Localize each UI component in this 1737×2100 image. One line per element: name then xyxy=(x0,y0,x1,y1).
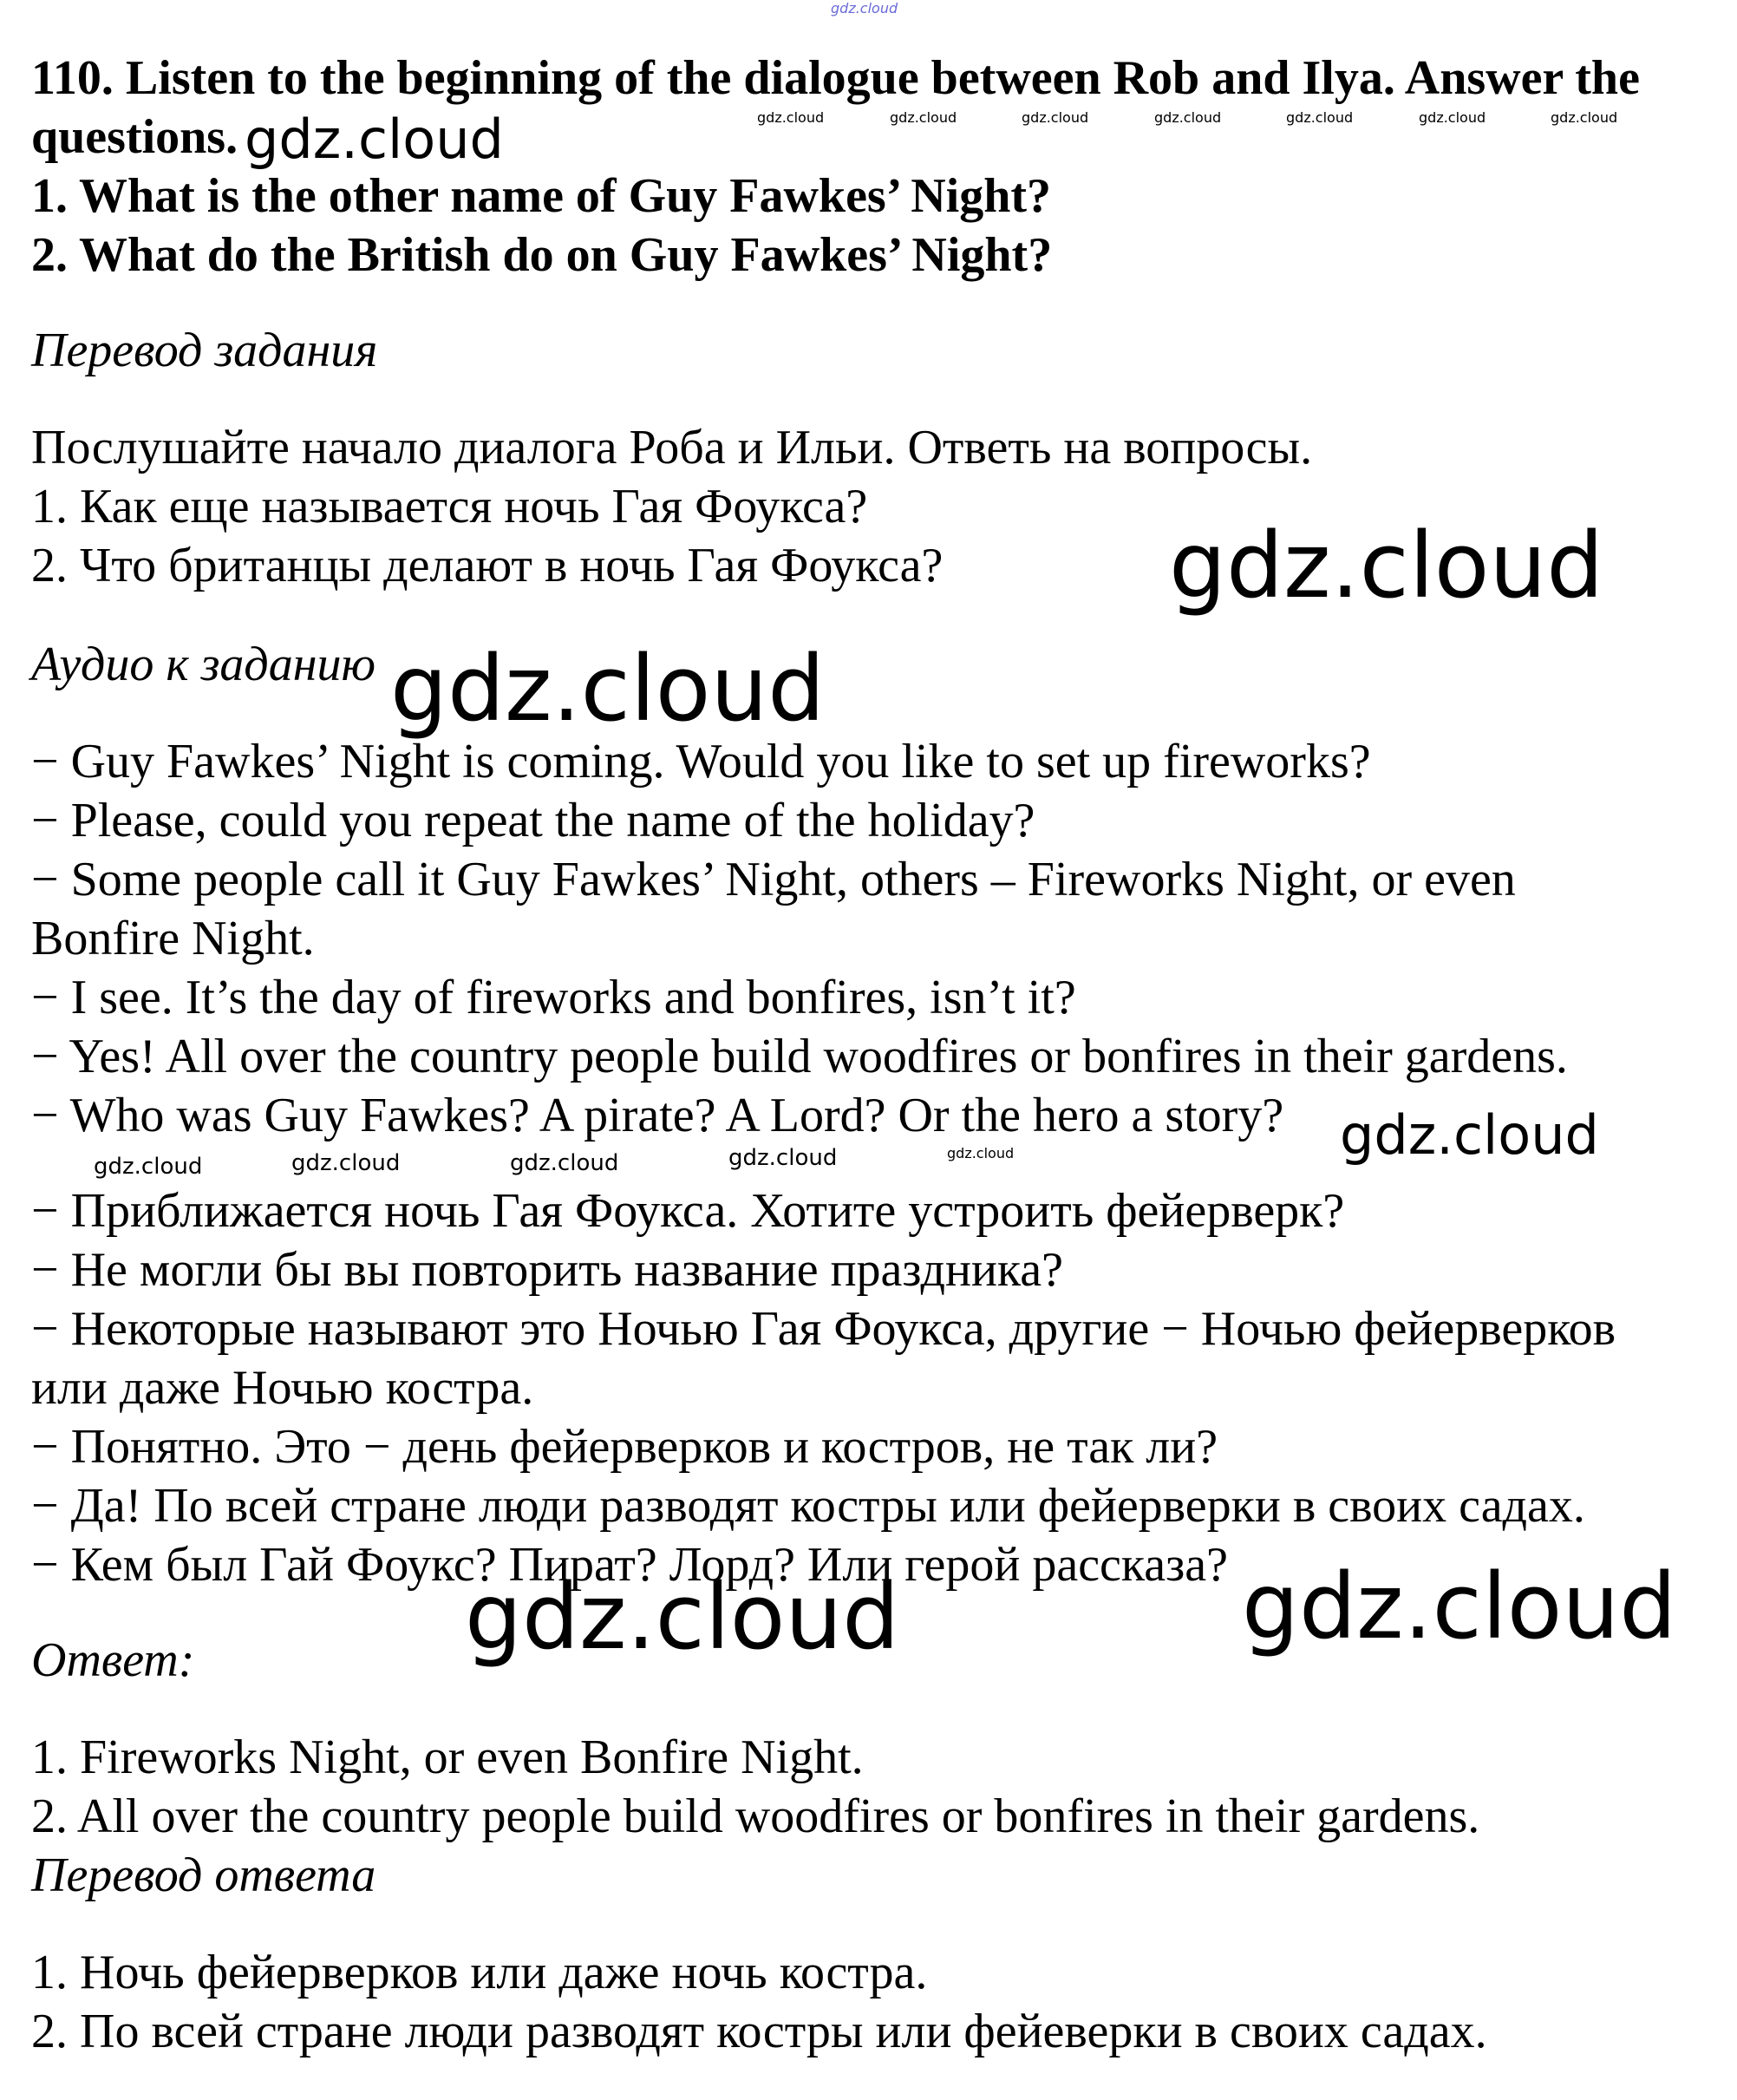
watermark: gdz.cloud xyxy=(947,1145,1015,1161)
task-heading-line1: 110. Listen to the beginning of the dialogue between Rob and Ilya. Answer the xyxy=(31,51,1640,105)
audio-ru-line-4: или даже Ночью костра. xyxy=(31,1361,534,1415)
audio-ru-line-1: − Приближается ночь Гая Фоукса. Хотите устроить фейерверк? xyxy=(31,1184,1345,1238)
audio-en-line-3: − Some people call it Guy Fawkes’ Night, others – Fireworks Night, or even xyxy=(31,853,1516,906)
answer-translation-line1: 1. Ночь фейерверков или даже ночь костра. xyxy=(31,1946,928,1999)
audio-ru-line-6: − Да! По всей стране люди разводят костры или фейерверки в своих садах. xyxy=(31,1479,1585,1533)
translation-task-line2: 1. Как еще называется ночь Гая Фоукса? xyxy=(31,480,868,533)
watermark: gdz.cloud xyxy=(757,109,825,126)
translation-task-line1: Послушайте начало диалога Роба и Ильи. Ответь на вопросы. xyxy=(31,421,1313,474)
watermark: gdz.cloud xyxy=(390,636,826,742)
task-heading-line2: questions. xyxy=(31,110,238,164)
answer-line1: 1. Fireworks Night, or even Bonfire Night. xyxy=(31,1730,864,1784)
audio-en-line-6: − Yes! All over the country people build woodfires or bonfires in their gardens. xyxy=(31,1030,1568,1083)
audio-en-line-4: Bonfire Night. xyxy=(31,912,315,965)
answer-translation-line2: 2. По всей стране люди разводят костры или фейеверки в своих садах. xyxy=(31,2005,1487,2058)
watermark: gdz.cloud xyxy=(245,108,504,171)
watermark: gdz.cloud xyxy=(1419,109,1486,126)
watermark: gdz.cloud xyxy=(510,1150,619,1176)
answer-line2: 2. All over the country people build woodfires or bonfires in their gardens. xyxy=(31,1789,1480,1843)
watermark: gdz.cloud xyxy=(1551,109,1618,126)
audio-ru-line-2: − Не могли бы вы повторить название праздника? xyxy=(31,1243,1063,1297)
audio-en-line-1: − Guy Fawkes’ Night is coming. Would you like to set up fireworks? xyxy=(31,735,1371,788)
audio-en-line-7: − Who was Guy Fawkes? A pirate? A Lord? Or the hero a story? xyxy=(31,1089,1284,1142)
translation-task-title: Перевод задания xyxy=(31,324,378,377)
watermark: gdz.cloud xyxy=(728,1145,838,1171)
audio-ru-line-3: − Некоторые называют это Ночью Гая Фоукса, другие − Ночью фейерверков xyxy=(31,1302,1616,1356)
watermark: gdz.cloud xyxy=(1154,109,1222,126)
watermark: gdz.cloud xyxy=(291,1150,401,1176)
audio-en-line-5: − I see. It’s the day of fireworks and bonfires, isn’t it? xyxy=(31,971,1076,1024)
watermark: gdz.cloud xyxy=(94,1154,203,1180)
task-question-2: 2. What do the British do on Guy Fawkes’ Night? xyxy=(31,228,1053,282)
watermark-top: gdz.cloud xyxy=(831,0,898,16)
watermark: gdz.cloud xyxy=(890,109,957,126)
answer-translation-title: Перевод ответа xyxy=(31,1848,376,1902)
audio-en-line-2: − Please, could you repeat the name of the holiday? xyxy=(31,794,1035,847)
answer-title: Ответ: xyxy=(31,1633,195,1687)
audio-ru-line-7: − Кем был Гай Фоукс? Пират? Лорд? Или герой рассказа? xyxy=(31,1538,1228,1592)
watermark: gdz.cloud xyxy=(465,1564,900,1670)
task-question-1: 1. What is the other name of Guy Fawkes’ Night? xyxy=(31,169,1051,223)
watermark: gdz.cloud xyxy=(1169,513,1604,618)
audio-ru-line-5: − Понятно. Это − день фейерверков и костров, не так ли? xyxy=(31,1420,1218,1474)
translation-task-line3: 2. Что британцы делают в ночь Гая Фоукса? xyxy=(31,539,944,592)
audio-title: Аудио к заданию xyxy=(31,638,376,691)
watermark: gdz.cloud xyxy=(1286,109,1354,126)
watermark: gdz.cloud xyxy=(1340,1103,1599,1167)
watermark: gdz.cloud xyxy=(1242,1554,1677,1659)
watermark: gdz.cloud xyxy=(1022,109,1089,126)
